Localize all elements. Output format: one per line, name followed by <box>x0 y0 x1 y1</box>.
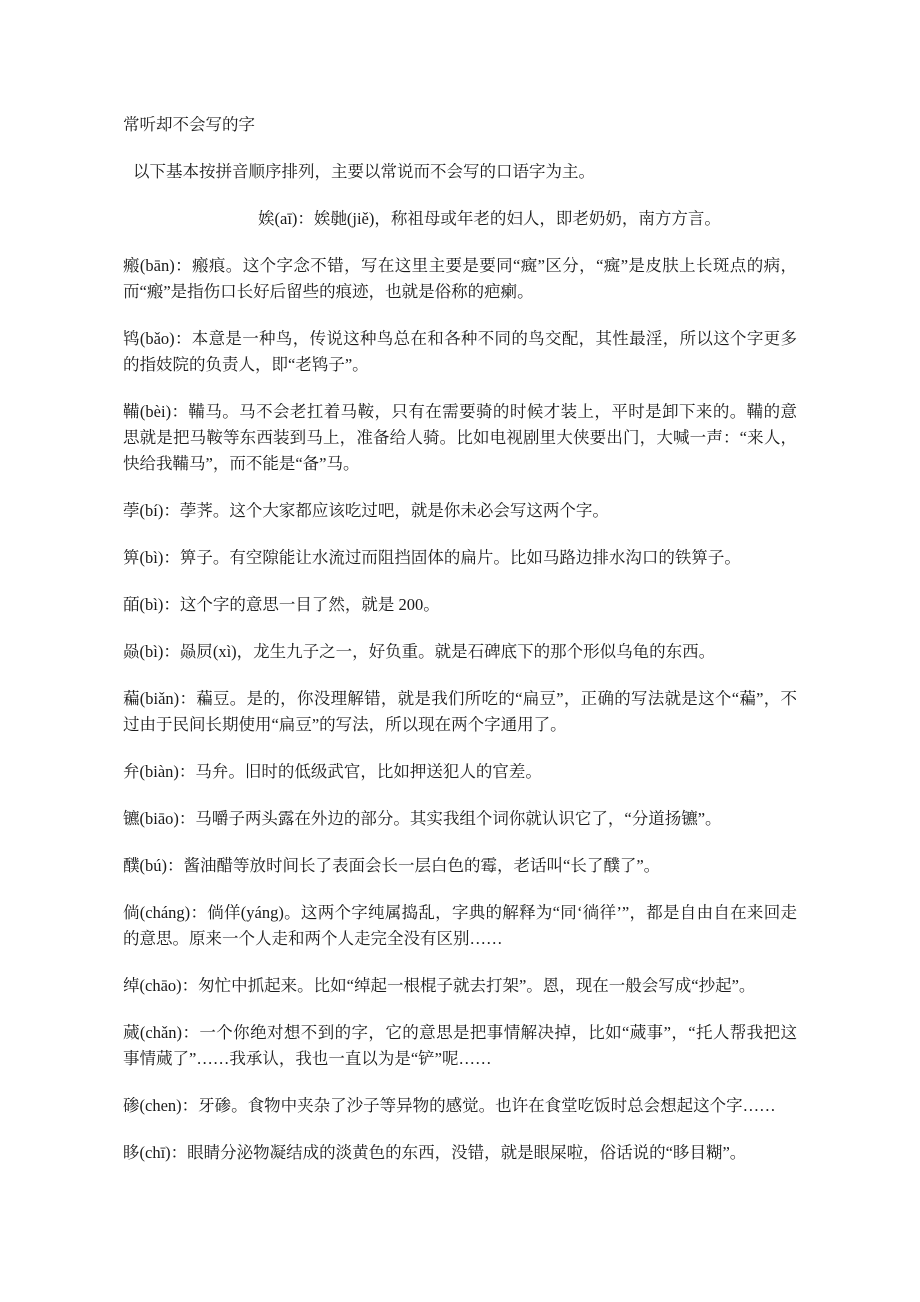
entry-chi-paragraph: 眵(chī)：眼睛分泌物凝结成的淡黄色的东西，没错，就是眼屎啦，俗话说的“眵目糊”。 <box>123 1143 747 1162</box>
entry-bi-biqi-paragraph: 荸(bí)：荸荠。这个大家都应该吃过吧，就是你未必会写这两个字。 <box>123 501 609 520</box>
entry-ai-paragraph: 娭(aī)：娭毑(jiě)，称祖母或年老的妇人，即老奶奶，南方方言。 <box>258 209 721 228</box>
intro-paragraph: 以下基本按拼音顺序排列，主要以常说而不会写的口语字为主。 <box>133 162 595 181</box>
entry-bu-paragraph: 醭(bú)：酱油醋等放时间长了表面会长一层白色的霉，老话叫“长了醭了”。 <box>123 856 661 875</box>
entry-chen-paragraph: 碜(chen)：牙碜。食物中夹杂了沙子等异物的感觉。也许在食堂吃饭时总会想起这个字…… <box>123 1096 776 1115</box>
entry-bi-bizi-paragraph: 箅(bì)：箅子。有空隙能让水流过而阻挡固体的扁片。比如马路边排水沟口的铁箅子。 <box>123 548 741 567</box>
entry-chan-paragraph: 蒇(chǎn)：一个你绝对想不到的字，它的意思是把事情解决掉，比如“蒇事”，“托人帮我把这事情蒇了”……我承认，我也一直以为是“铲”呢…… <box>123 1023 797 1068</box>
entry-bian-mabian-paragraph: 弁(biàn)：马弁。旧时的低级武官，比如押送犯人的官差。 <box>123 762 542 781</box>
page-title: 常听却不会写的字 <box>123 115 255 134</box>
entry-bao-paragraph: 鸨(bǎo)：本意是一种鸟，传说这种鸟总在和各种不同的鸟交配，其性最淫，所以这个字更多的指妓院的负责人，即“老鸨子”。 <box>123 329 797 374</box>
entry-bei-paragraph: 鞴(bèi)：鞴马。马不会老扛着马鞍，只有在需要骑的时候才装上，平时是卸下来的。鞴的意思就是把马鞍等东西装到马上，准备给人骑。比如电视剧里大侠要出门，大喊一声：“来人，快给我鞴马”，而不能是“备”马。 <box>123 402 797 473</box>
entry-chao-paragraph: 绰(chāo)：匆忙中抓起来。比如“绰起一根棍子就去打架”。恩，现在一般会写成“抄起”。 <box>123 976 756 995</box>
entry-biao-paragraph: 镳(biāo)：马嚼子两头露在外边的部分。其实我组个词你就认识它了，“分道扬镳”。 <box>123 809 722 828</box>
entry-bi-bixi-paragraph: 赑(bì)：赑屃(xì)，龙生九子之一，好负重。就是石碑底下的那个形似乌龟的东西。 <box>123 642 716 661</box>
entry-chang-paragraph: 倘(cháng)：倘佯(yáng)。这两个字纯属捣乱，字典的解释为“同‘徜徉’”，都是自由自在来回走的意思。原来一个人走和两个人走完全没有区别…… <box>123 903 797 948</box>
entry-bi-200-paragraph: 皕(bì)：这个字的意思一目了然，就是 200。 <box>123 595 440 614</box>
entry-ban-paragraph: 瘢(bān)：瘢痕。这个字念不错，写在这里主要是要同“癍”区分，“癍”是皮肤上长斑点的病，而“瘢”是指伤口长好后留些的痕迹，也就是俗称的疤瘌。 <box>123 256 797 301</box>
entry-bian-biandou-paragraph: 藊(biǎn)：藊豆。是的，你没理解错，就是我们所吃的“扁豆”，正确的写法就是这个“藊”，不过由于民间长期使用“扁豆”的写法，所以现在两个字通用了。 <box>123 689 797 734</box>
